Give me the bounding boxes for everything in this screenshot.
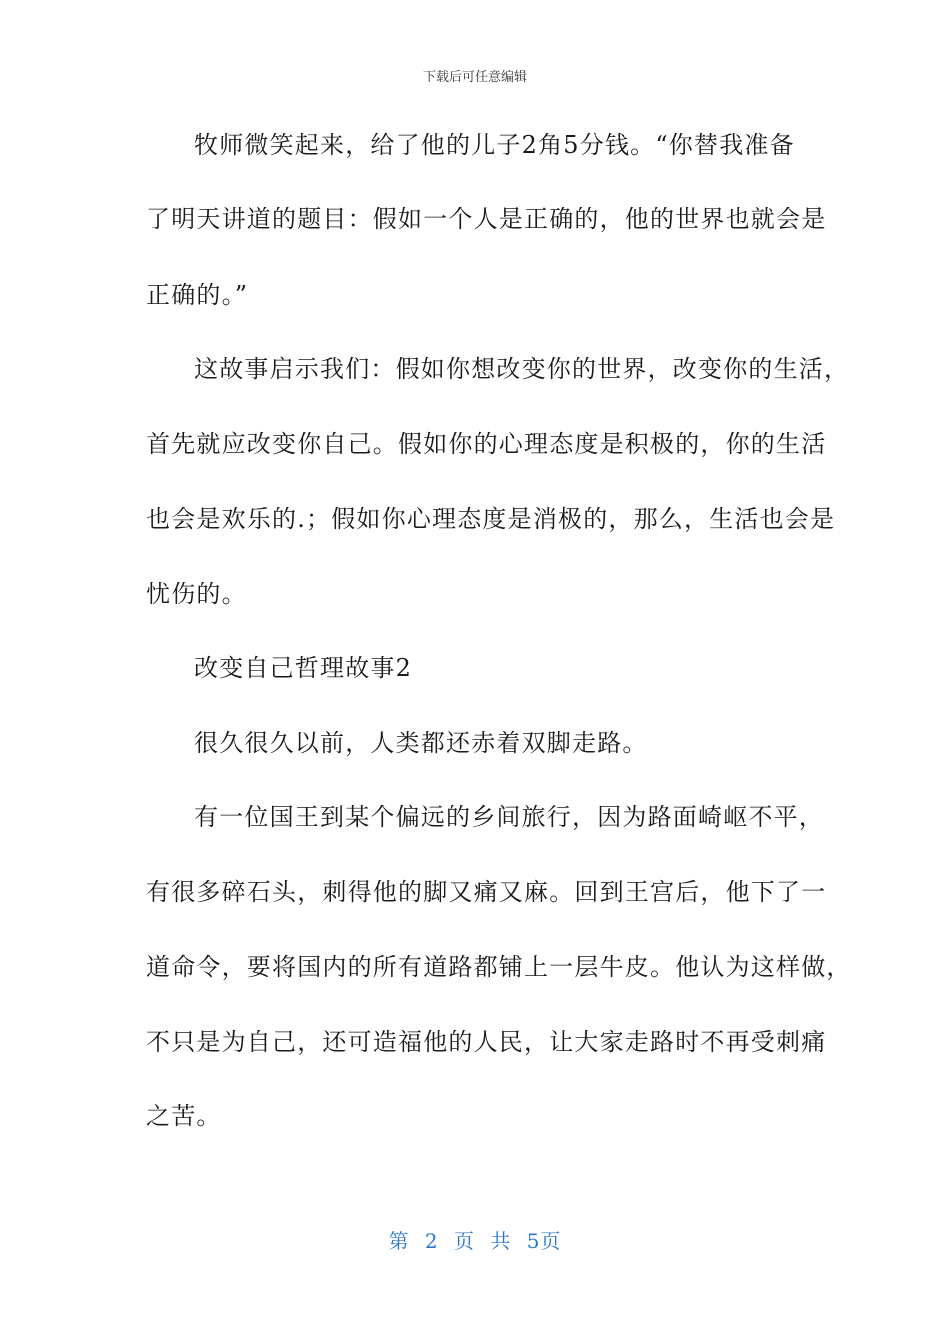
paragraph-line: 正确的。”	[146, 281, 249, 309]
paragraph-line: 了明天讲道的题目：假如一个人是正确的，他的世界也就会是	[146, 205, 827, 233]
paragraph-line: 有一位国王到某个偏远的乡间旅行，因为路面崎岖不平，	[194, 803, 824, 831]
paragraph-line: 很久很久以前，人类都还赤着双脚走路。	[194, 729, 648, 757]
paragraph-line: 也会是欢乐的.；假如你心理态度是消极的，那么，生活也会是	[146, 505, 836, 533]
paragraph-line: 之苦。	[146, 1102, 222, 1130]
paragraph-line: 牧师微笑起来，给了他的儿子2角5分钱。“你替我准备	[194, 131, 795, 159]
paragraph-line: 忧伤的。	[146, 580, 247, 608]
page-number: 第 2 页 共 5页	[388, 1229, 562, 1253]
paragraph-line: 这故事启示我们：假如你想改变你的世界，改变你的生活，	[194, 355, 850, 383]
paragraph-line: 道命令，要将国内的所有道路都铺上一层牛皮。他认为这样做，	[146, 953, 852, 981]
paragraph-line: 不只是为自己，还可造福他的人民，让大家走路时不再受刺痛	[146, 1028, 827, 1056]
paragraph-line: 首先就应改变你自己。假如你的心理态度是积极的，你的生活	[146, 430, 827, 458]
page-header: 下载后可任意编辑	[422, 70, 527, 85]
paragraph-line: 有很多碎石头，刺得他的脚又痛又麻。回到王宫后，他下了一	[146, 878, 827, 906]
section-title: 改变自己哲理故事2	[194, 654, 413, 682]
